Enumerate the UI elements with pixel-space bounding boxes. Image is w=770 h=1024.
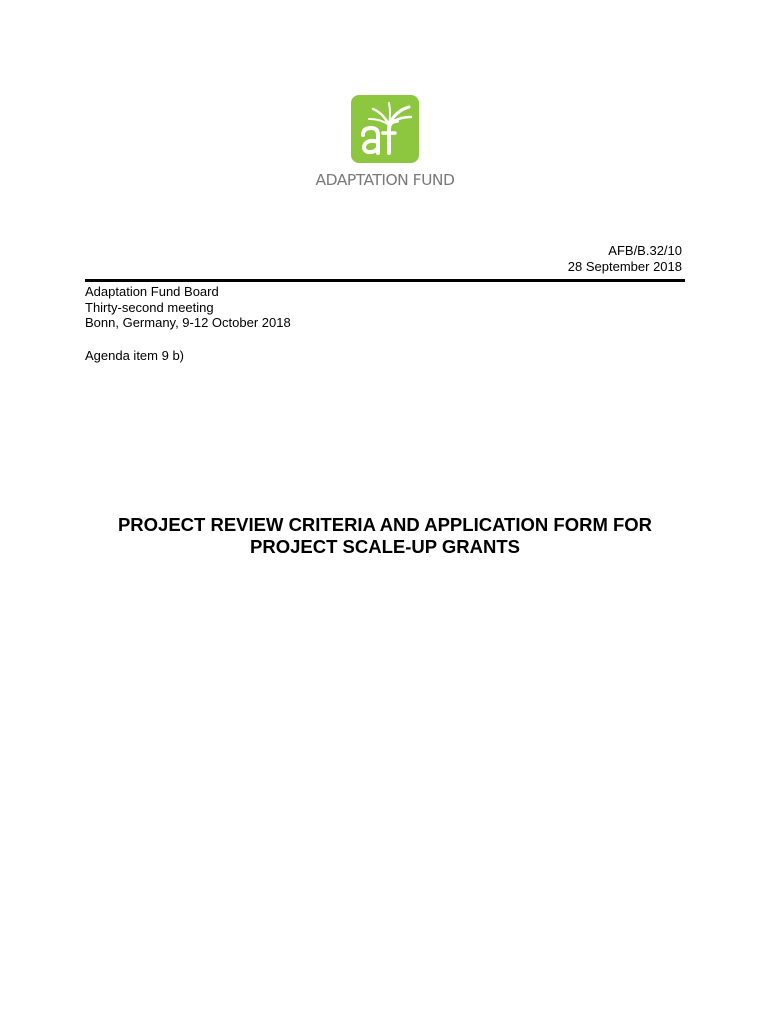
document-title xyxy=(60,514,710,558)
meeting-body: Adaptation Fund Board xyxy=(85,284,219,299)
agenda-item: Agenda item 9 b) xyxy=(85,348,185,363)
adaptation-fund-logo xyxy=(306,95,464,195)
document-symbol: AFB/B.32/10 xyxy=(608,243,682,258)
header-divider xyxy=(85,279,685,282)
logo-wordmark: ADAPTATION FUND xyxy=(315,171,455,189)
adaptation-fund-logo-icon xyxy=(351,95,419,163)
meeting-place-dates: Bonn, Germany, 9-12 October 2018 xyxy=(85,315,291,330)
meeting-info xyxy=(85,284,291,331)
document-reference xyxy=(568,243,682,275)
document-title-line-2: PROJECT SCALE-UP GRANTS xyxy=(250,536,520,557)
document-date: 28 September 2018 xyxy=(567,259,682,274)
meeting-session: Thirty-second meeting xyxy=(85,299,214,315)
document-title-line-1: PROJECT REVIEW CRITERIA AND APPLICATION FORM FOR xyxy=(117,514,653,535)
